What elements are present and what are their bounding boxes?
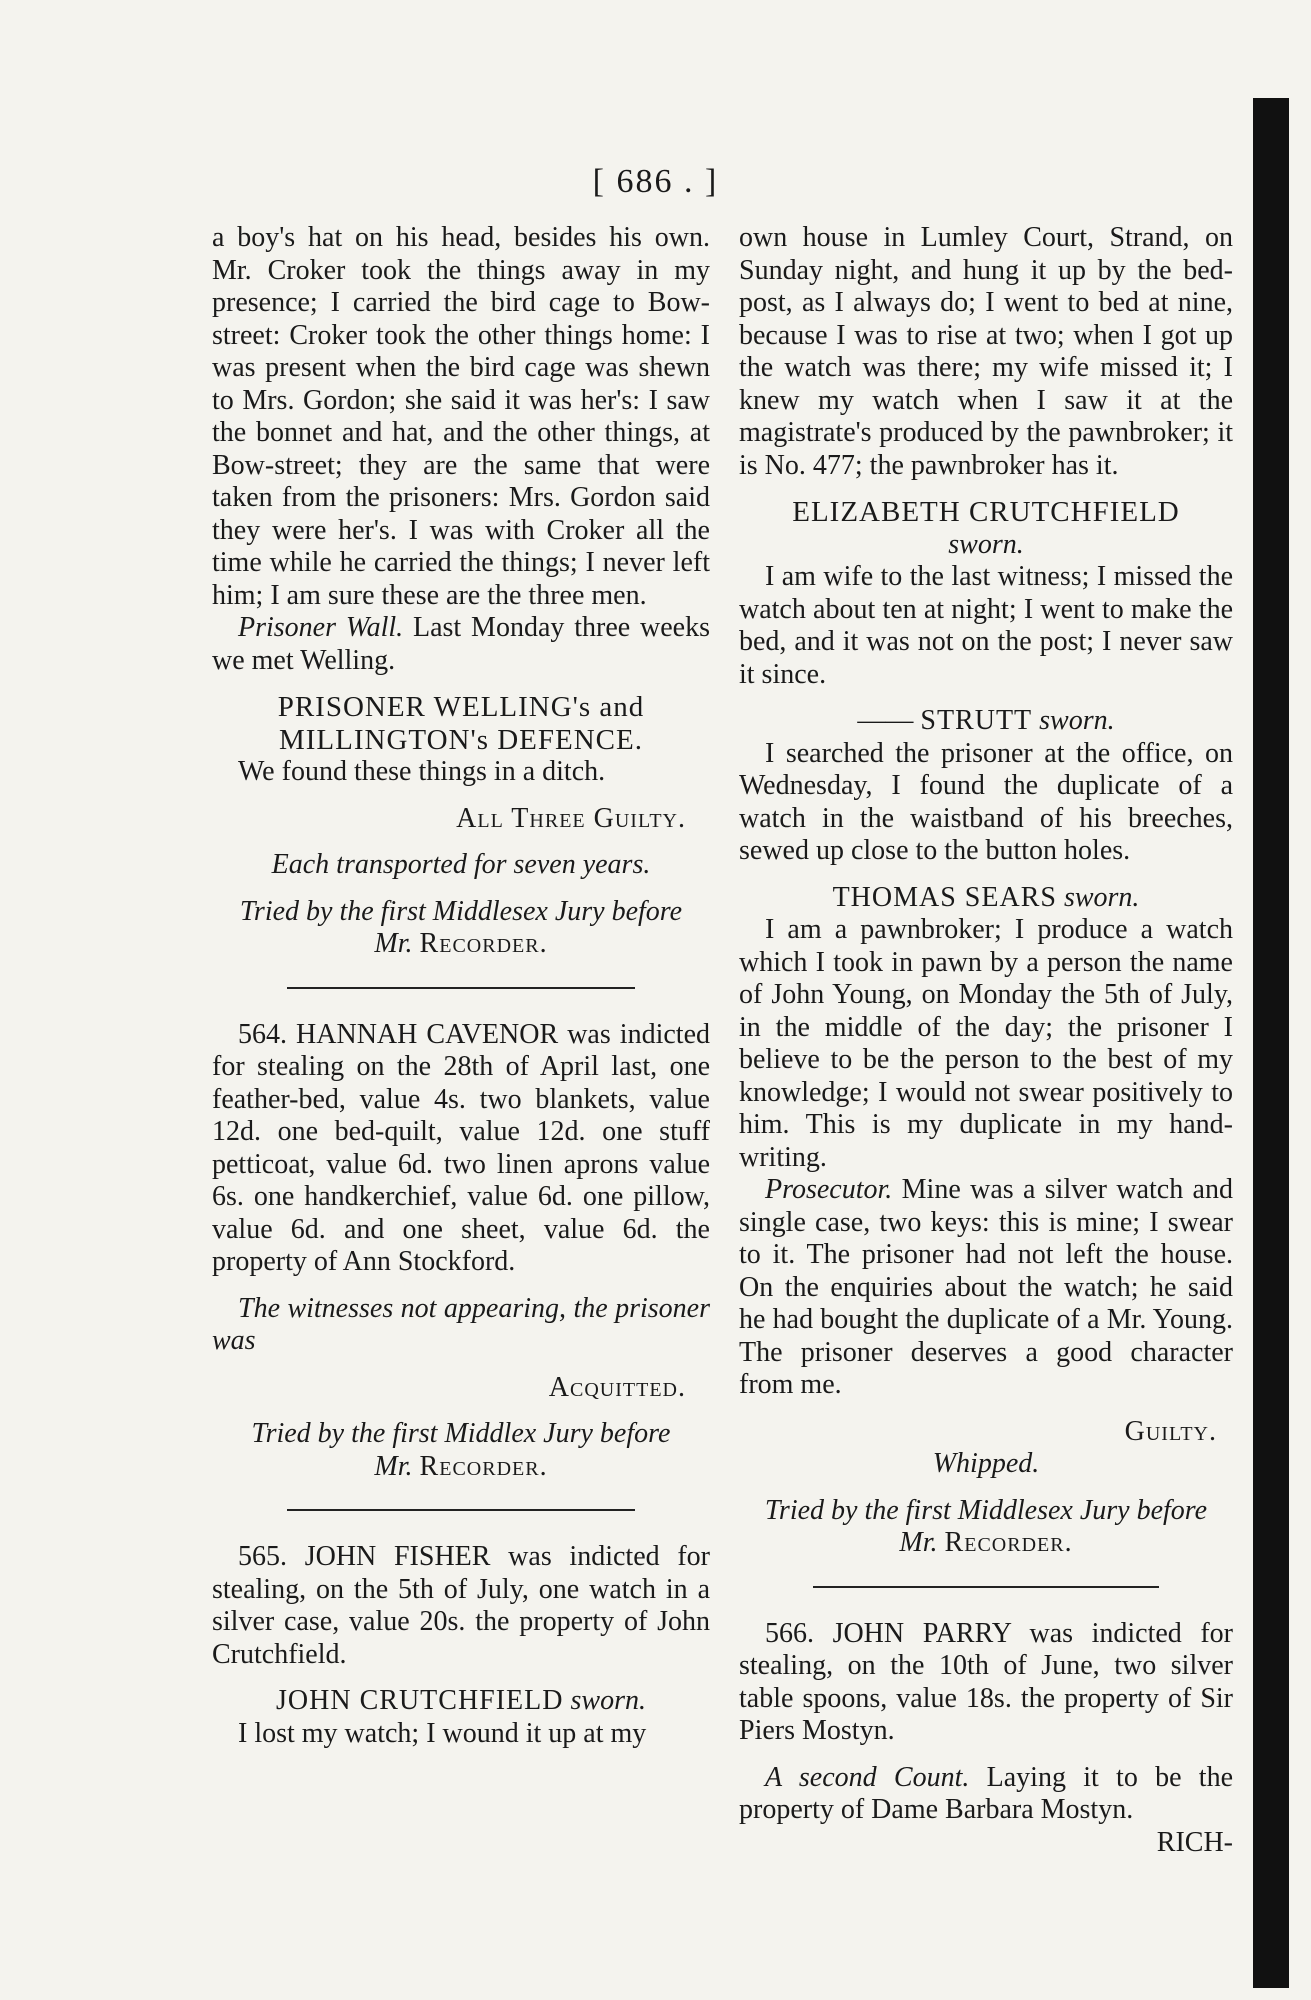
case-566-indictment: 566. JOHN PARRY was indicted for stealing, on the 10th of June, two silver table spoons, value 18s. the property of Sir Piers Mostyn.: [739, 1617, 1233, 1746]
right-column: [739, 222, 1233, 1859]
section-divider: [287, 1509, 636, 1511]
page-number: [ 686 . ]: [592, 163, 719, 200]
witness-note: The witnesses not appearing, the prisoner was: [212, 1292, 710, 1356]
verdict: Guilty.: [1124, 1415, 1217, 1447]
witness-heading: JOHN CRUTCHFIELD sworn.: [276, 1685, 646, 1716]
verdict: Acquitted.: [548, 1371, 686, 1403]
prosecutor-statement: Prosecutor. Mine was a silver watch and single case, two keys: this is mine; I swear to it. The prisoner had not left the house. On the enquiries about the watch; he said he had bought the duplicate of a Mr. Young. The prisoner deserves a good character from me.: [739, 1174, 1233, 1400]
prisoner-wall-statement: [212, 612, 710, 677]
sentence: Each transported for seven years.: [271, 849, 651, 880]
tried-before: Tried by the first Middlesex Jury before: [239, 895, 683, 927]
witness-testimony: I lost my watch; I wound it up at my: [238, 1717, 647, 1749]
second-count: A second Count. Laying it to be the property of Dame Barbara Mostyn.: [739, 1761, 1233, 1825]
testimony-paragraph: own house in Lumley Court, Strand, on Sunday night, and hung it up by the bed-post, as I always do; I went to bed at nine, because I was to rise at two; when I got up the watch was there; my wife missed it; I knew my watch when I saw it at the magistrate's produced by the pawnbroker; it is No. 477; the pawnbroker has it.: [739, 222, 1233, 481]
statement-text: Last Monday three weeks we met Welling.: [212, 612, 710, 676]
sentence: Whipped.: [932, 1448, 1040, 1479]
tried-before: Tried by the first Middlex Jury before: [251, 1418, 671, 1449]
witness-heading: —— STRUTT sworn.: [857, 705, 1115, 736]
section-divider: [813, 1586, 1159, 1588]
recorder-line: Mr. Recorder.: [374, 1450, 548, 1482]
recorder-line: Mr. Recorder.: [374, 928, 548, 959]
left-column: [212, 222, 710, 1750]
witness-heading: ELIZABETH CRUTCHFIELD: [792, 496, 1180, 528]
recorder-line: Mr. Recorder.: [899, 1527, 1073, 1558]
speaker-label: Prisoner Wall.: [238, 612, 404, 643]
witness-testimony: I am a pawnbroker; I produce a watch which I took in pawn by a person the name of John Young, on Monday the 5th of July, in the middle of the day; the prisoner I believe to be the person to the best of my knowledge; I would not swear positively to him. This is my duplicate in my hand-writing.: [739, 914, 1233, 1173]
scan-edge-bar: [1253, 98, 1289, 1988]
witness-testimony: I am wife to the last witness; I missed the watch about ten at night; I went to make the bed, and it was not on the post; I never saw it since.: [739, 561, 1233, 690]
case-565-indictment: 565. JOHN FISHER was indicted for stealing, on the 5th of July, one watch in a silver case, value 20s. the property of John Crutchfield.: [212, 1541, 710, 1670]
witness-heading: THOMAS SEARS sworn.: [832, 881, 1140, 913]
witness-testimony: I searched the prisoner at the office, on Wednesday, I found the duplicate of a watch in the waistband of his breeches, sewed up close to the button holes.: [739, 737, 1233, 866]
case-564-indictment: 564. HANNAH CAVENOR was indicted for stealing on the 28th of April last, one feather-bed, value 4s. two blankets, value 12d. one bed-quilt, value 12d. one stuff petticoat, value 6d. two linen aprons value 6s. one handkerchief, value 6d. one pillow, value 6d. and one sheet, value 6d. the property of Ann Stockford.: [212, 1018, 710, 1277]
testimony-paragraph: a boy's hat on his head, besides his own. Mr. Croker took the things away in my presence; I carried the bird cage to Bow-street: Croker took the other things home: I was present when the bird cage was shewn to Mrs. Gordon; she said it was her's: I saw the bonnet and hat, and the other things, at Bow-street; they are the same that were taken from the prisoners: Mrs. Gordon said they were her's. I was with Croker all the time while he carried the things; I never left him; I am sure these are the three men.: [212, 222, 710, 611]
defence-text: We found these things in a ditch.: [238, 756, 606, 787]
catchword: RICH-: [1156, 1826, 1233, 1858]
tried-before: Tried by the first Middlesex Jury before: [764, 1494, 1208, 1526]
section-divider: [287, 987, 636, 989]
witness-sworn: sworn.: [948, 528, 1024, 560]
defence-heading: PRISONER WELLING's and MILLINGTON's DEFENCE.: [277, 691, 645, 756]
verdict: All Three Guilty.: [456, 802, 686, 834]
